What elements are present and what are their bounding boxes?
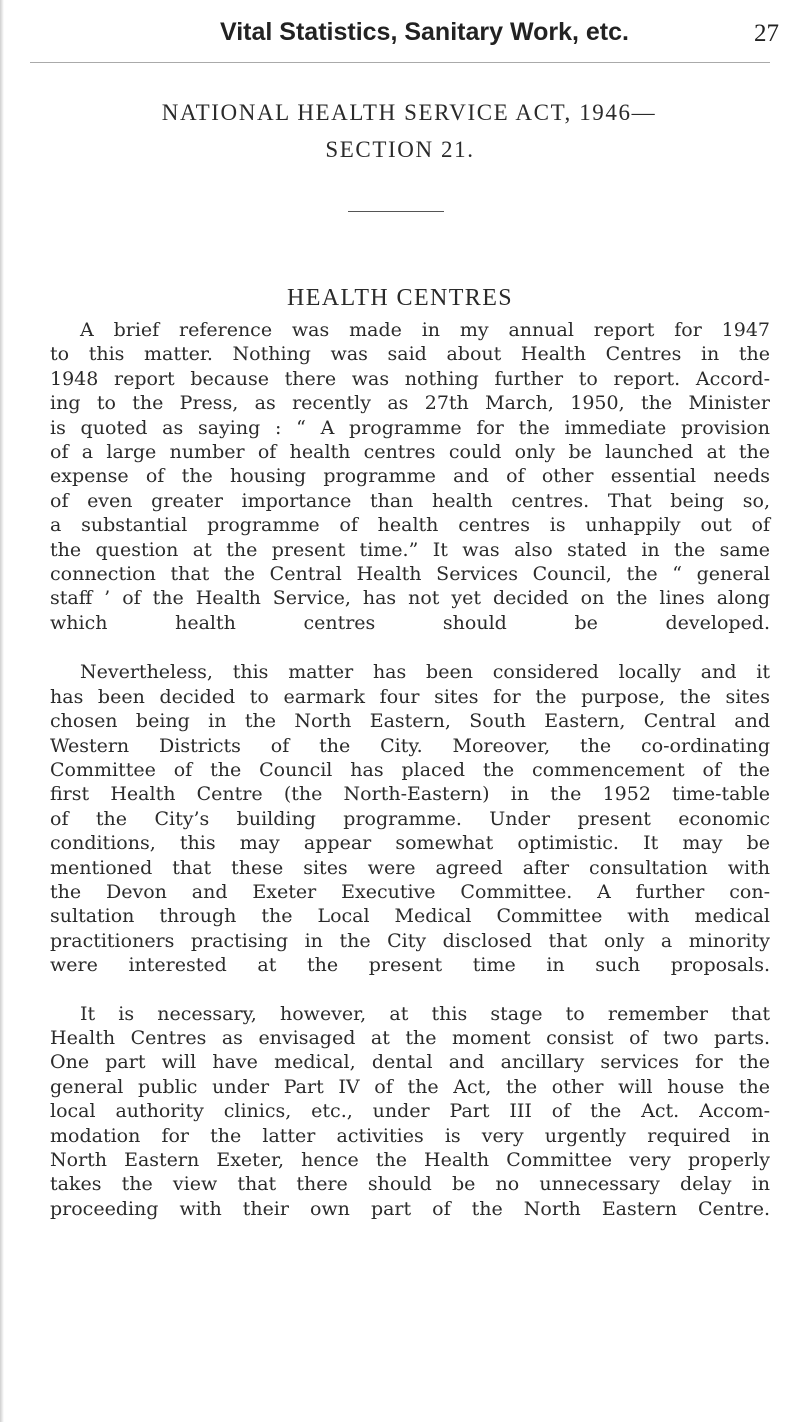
text-line: conditions, this may appear somewhat optimistic. It may be [50,832,770,855]
section-heading: HEALTH CENTRES [286,285,514,311]
text-line: One part will have medical, dental and ancillary services for the [50,1051,770,1074]
text-line: first Health Centre (the North-Eastern) in the 1952 time-table [50,783,770,806]
text-line: has been decided to earmark four sites for the purpose, the sites [50,685,770,708]
text-line: a substantial programme of health centres is unhappily out of [50,514,770,537]
text-line: It is necessary, however, at this stage to remember that [80,1002,770,1025]
act-title: NATIONAL HEALTH SERVICE ACT, 1946— [161,100,657,125]
text-line: ing to the Press, as recently as 27th March, 1950, the Minister [50,392,770,415]
text-line: Health Centres as envisaged at the moment consist of two parts. [50,1026,770,1049]
act-section: SECTION 21. [325,137,475,162]
text-line: general public under Part IV of the Act, the other will house the [50,1075,770,1098]
body-text [50,318,770,1221]
text-line: expense of the housing programme and of other essential needs [50,465,770,488]
text-line: takes the view that there should be no unnecessary delay in [50,1173,770,1196]
running-head: Vital Statistics, Sanitary Work, etc. [220,18,629,46]
text-line: were interested at the present time in such proposals. [50,954,770,977]
text-line: sultation through the Local Medical Committee with medical [50,905,770,928]
text-line: proceeding with their own part of the North Eastern Centre. [50,1197,770,1220]
text-line: of even greater importance than health centres. That being so, [50,489,770,512]
text-line: the question at the present time.” It was also stated in the same [50,538,770,561]
text-line: to this matter. Nothing was said about Health Centres in the [50,343,770,366]
text-line: chosen being in the North Eastern, South Eastern, Central and [50,710,770,733]
text-line: Nevertheless, this matter has been considered locally and it [80,661,770,684]
text-line: staff ’ of the Health Service, has not yet decided on the lines along [50,587,770,610]
text-line: practitioners practising in the City disclosed that only a minority [50,929,770,952]
text-line: mentioned that these sites were agreed after consultation with [50,856,770,879]
paragraph [50,1002,770,1222]
text-line: 1948 report because there was nothing further to report. Accord- [50,367,770,390]
paragraph [50,318,770,635]
page-number: 27 [754,20,779,47]
text-line: the Devon and Exeter Executive Committee. A further con- [50,880,770,903]
section-divider [348,211,444,212]
text-line: modation for the latter activities is very urgently required in [50,1124,770,1147]
text-line: of a large number of health centres could only be launched at the [50,441,770,464]
header-rule [30,62,770,63]
text-line: local authority clinics, etc., under Part III of the Act. Accom- [50,1100,770,1123]
page-edge-shadow [0,0,4,1422]
paragraph [50,660,770,977]
text-line: which health centres should be developed. [50,611,770,634]
text-line: is quoted as saying : “ A programme for the immediate provision [50,416,770,439]
text-line: A brief reference was made in my annual report for 1947 [80,319,770,341]
text-line: of the City’s building programme. Under present economic [50,807,770,830]
text-line: North Eastern Exeter, hence the Health Committee very properly [50,1149,770,1171]
text-line: Committee of the Council has placed the commencement of the [50,758,770,781]
text-line: Western Districts of the City. Moreover, the co-ordinating [50,734,770,757]
text-line: connection that the Central Health Services Council, the “ general [50,563,770,586]
